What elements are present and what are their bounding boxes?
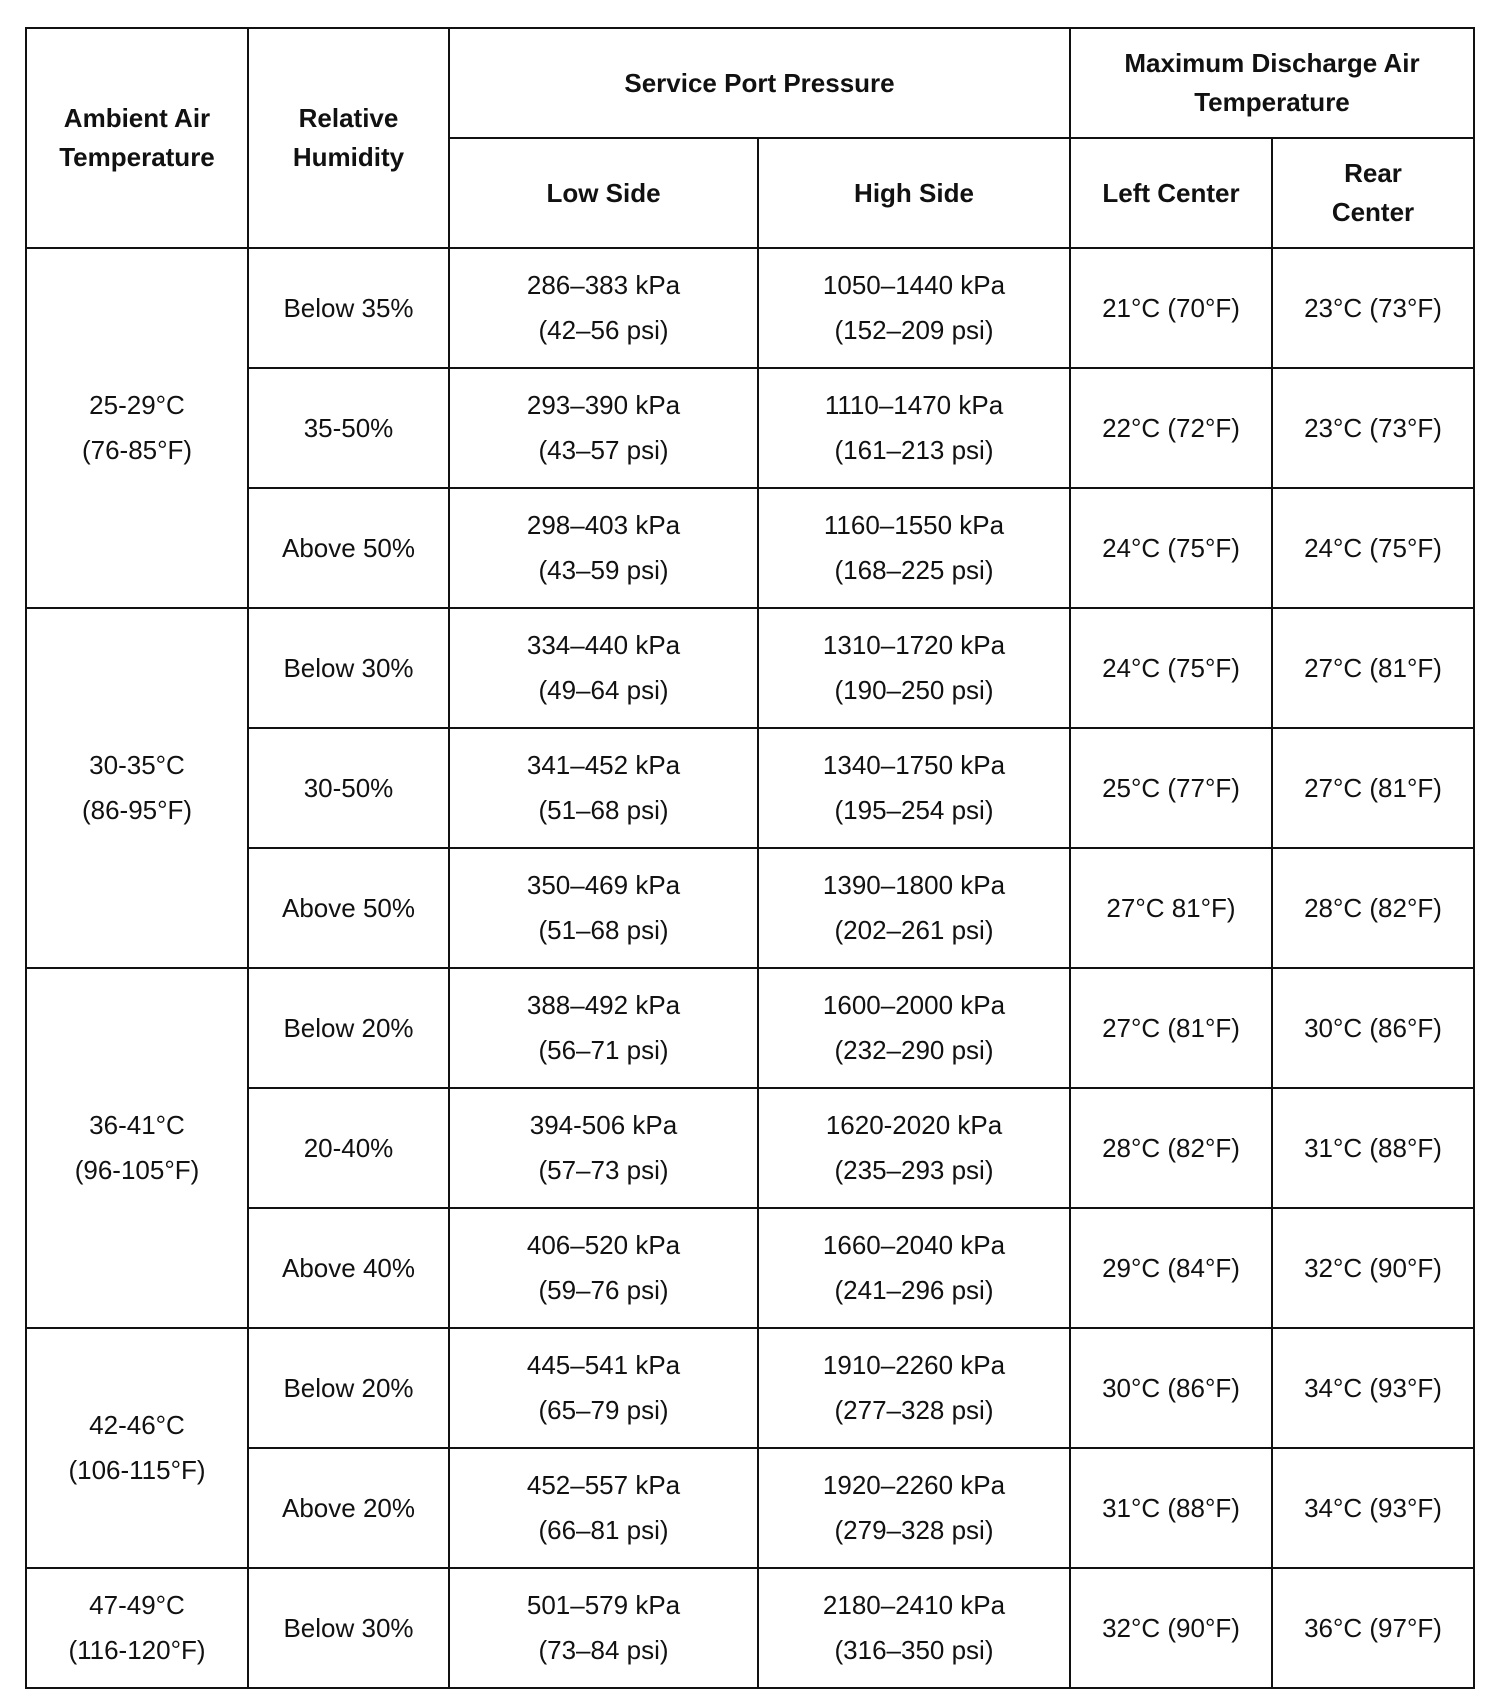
cell-line: 406–520 kPa	[526, 1230, 681, 1260]
left-center-temp-cell: 27°C (81°F)	[1070, 968, 1272, 1088]
cell-line: (106-115°F)	[68, 1455, 206, 1485]
cell-line: 1620-2020 kPa	[825, 1110, 1003, 1140]
cell-line: (56–71 psi)	[538, 1035, 669, 1065]
cell-line: 350–469 kPa	[526, 870, 681, 900]
cell-line: 334–440 kPa	[526, 630, 681, 660]
cell-line: (43–59 psi)	[538, 555, 669, 585]
header-service-port-pressure: Service Port Pressure	[449, 28, 1070, 138]
cell-line: 1160–1550 kPa	[823, 510, 1005, 540]
header-low-side: Low Side	[449, 138, 758, 248]
relative-humidity-cell: Below 30%	[248, 1568, 449, 1688]
high-side-pressure-cell	[758, 248, 1070, 368]
low-side-pressure-cell	[449, 1568, 758, 1688]
cell-line: (277–328 psi)	[834, 1395, 994, 1425]
cell-line: 1390–1800 kPa	[822, 870, 1006, 900]
high-side-pressure-cell	[758, 848, 1070, 968]
relative-humidity-cell: Below 20%	[248, 968, 449, 1088]
cell-line: 501–579 kPa	[526, 1590, 681, 1620]
header-high-side: High Side	[758, 138, 1070, 248]
high-side-pressure-cell	[758, 608, 1070, 728]
low-side-pressure-cell	[449, 1328, 758, 1448]
pressure-temperature-table	[25, 27, 1475, 1689]
rear-center-temp-cell: 24°C (75°F)	[1272, 488, 1474, 608]
ambient-temperature-cell	[26, 248, 248, 608]
high-side-pressure-cell	[758, 1568, 1070, 1688]
table-row	[26, 248, 1474, 368]
cell-line: 30-35°C	[89, 750, 185, 780]
cell-line: (195–254 psi)	[834, 795, 994, 825]
cell-line: 286–383 kPa	[526, 270, 681, 300]
ambient-temperature-cell	[26, 608, 248, 968]
cell-line: 1660–2040 kPa	[822, 1230, 1006, 1260]
header-left-center: Left Center	[1070, 138, 1272, 248]
low-side-pressure-cell	[449, 968, 758, 1088]
low-side-pressure-cell	[449, 1208, 758, 1328]
cell-line: 47-49°C	[89, 1590, 185, 1620]
cell-line: 293–390 kPa	[526, 390, 681, 420]
left-center-temp-cell: 29°C (84°F)	[1070, 1208, 1272, 1328]
cell-line: 394-506 kPa	[529, 1110, 678, 1140]
cell-line: (43–57 psi)	[538, 435, 669, 465]
cell-line: 1600–2000 kPa	[822, 990, 1006, 1020]
rear-center-temp-cell: 31°C (88°F)	[1272, 1088, 1474, 1208]
relative-humidity-cell: Above 50%	[248, 488, 449, 608]
low-side-pressure-cell	[449, 1448, 758, 1568]
rear-center-temp-cell: 27°C (81°F)	[1272, 728, 1474, 848]
cell-line: (190–250 psi)	[834, 675, 994, 705]
low-side-pressure-cell	[449, 368, 758, 488]
ambient-temperature-cell	[26, 1328, 248, 1568]
ambient-temperature-cell	[26, 1568, 248, 1688]
cell-line: (57–73 psi)	[538, 1155, 669, 1185]
high-side-pressure-cell	[758, 488, 1070, 608]
cell-line: (76-85°F)	[81, 435, 193, 465]
left-center-temp-cell: 32°C (90°F)	[1070, 1568, 1272, 1688]
cell-line: 42-46°C	[89, 1410, 185, 1440]
cell-line: (152–209 psi)	[834, 315, 994, 345]
cell-line: (49–64 psi)	[538, 675, 669, 705]
left-center-temp-cell: 24°C (75°F)	[1070, 608, 1272, 728]
relative-humidity-cell: 35-50%	[248, 368, 449, 488]
header-rear-center: Rear Center	[1272, 138, 1474, 248]
cell-line: (66–81 psi)	[538, 1515, 669, 1545]
cell-line: 1910–2260 kPa	[822, 1350, 1006, 1380]
table-row	[26, 1568, 1474, 1688]
high-side-pressure-cell	[758, 1088, 1070, 1208]
header-relative-humidity: Relative Humidity	[248, 28, 449, 248]
cell-line: (235–293 psi)	[834, 1155, 994, 1185]
high-side-pressure-cell	[758, 1328, 1070, 1448]
cell-line: (51–68 psi)	[538, 795, 669, 825]
cell-line: (232–290 psi)	[834, 1035, 994, 1065]
rear-center-temp-cell: 32°C (90°F)	[1272, 1208, 1474, 1328]
low-side-pressure-cell	[449, 728, 758, 848]
cell-line: (86-95°F)	[81, 795, 193, 825]
cell-line: (96-105°F)	[74, 1155, 200, 1185]
cell-line: 452–557 kPa	[526, 1470, 681, 1500]
rear-center-temp-cell: 27°C (81°F)	[1272, 608, 1474, 728]
left-center-temp-cell: 28°C (82°F)	[1070, 1088, 1272, 1208]
low-side-pressure-cell	[449, 1088, 758, 1208]
high-side-pressure-cell	[758, 968, 1070, 1088]
left-center-temp-cell: 30°C (86°F)	[1070, 1328, 1272, 1448]
low-side-pressure-cell	[449, 488, 758, 608]
left-center-temp-cell: 27°C 81°F)	[1070, 848, 1272, 968]
high-side-pressure-cell	[758, 728, 1070, 848]
cell-line: 341–452 kPa	[526, 750, 681, 780]
cell-line: 445–541 kPa	[526, 1350, 681, 1380]
header-ambient-air-temperature: Ambient Air Temperature	[26, 28, 248, 248]
cell-line: (42–56 psi)	[538, 315, 669, 345]
rear-center-temp-cell: 30°C (86°F)	[1272, 968, 1474, 1088]
relative-humidity-cell: Below 30%	[248, 608, 449, 728]
cell-line: (279–328 psi)	[834, 1515, 994, 1545]
cell-line: 36-41°C	[89, 1110, 185, 1140]
left-center-temp-cell: 31°C (88°F)	[1070, 1448, 1272, 1568]
left-center-temp-cell: 21°C (70°F)	[1070, 248, 1272, 368]
cell-line: 1340–1750 kPa	[822, 750, 1006, 780]
table-row	[26, 968, 1474, 1088]
relative-humidity-cell: Below 35%	[248, 248, 449, 368]
high-side-pressure-cell	[758, 1448, 1070, 1568]
rear-center-temp-cell: 36°C (97°F)	[1272, 1568, 1474, 1688]
header-row-top	[26, 28, 1474, 138]
high-side-pressure-cell	[758, 1208, 1070, 1328]
cell-line: (51–68 psi)	[538, 915, 669, 945]
left-center-temp-cell: 24°C (75°F)	[1070, 488, 1272, 608]
header-max-discharge-air-temperature: Maximum Discharge Air Temperature	[1070, 28, 1474, 138]
cell-line: (161–213 psi)	[834, 435, 994, 465]
cell-line: 388–492 kPa	[526, 990, 681, 1020]
rear-center-temp-cell: 34°C (93°F)	[1272, 1448, 1474, 1568]
table-row	[26, 608, 1474, 728]
cell-line: (59–76 psi)	[538, 1275, 669, 1305]
cell-line: 1050–1440 kPa	[822, 270, 1006, 300]
relative-humidity-cell: Above 40%	[248, 1208, 449, 1328]
cell-line: 1920–2260 kPa	[822, 1470, 1006, 1500]
cell-line: (241–296 psi)	[834, 1275, 994, 1305]
relative-humidity-cell: Below 20%	[248, 1328, 449, 1448]
relative-humidity-cell: 30-50%	[248, 728, 449, 848]
left-center-temp-cell: 22°C (72°F)	[1070, 368, 1272, 488]
cell-line: 2180–2410 kPa	[822, 1590, 1006, 1620]
cell-line: (202–261 psi)	[834, 915, 994, 945]
low-side-pressure-cell	[449, 608, 758, 728]
low-side-pressure-cell	[449, 848, 758, 968]
table-body	[26, 248, 1474, 1688]
cell-line: (316–350 psi)	[834, 1635, 994, 1665]
table-row	[26, 1328, 1474, 1448]
left-center-temp-cell: 25°C (77°F)	[1070, 728, 1272, 848]
cell-line: 298–403 kPa	[526, 510, 681, 540]
cell-line: (168–225 psi)	[834, 555, 994, 585]
cell-line: 1110–1470 kPa	[824, 390, 1004, 420]
relative-humidity-cell: Above 50%	[248, 848, 449, 968]
cell-line: (116-120°F)	[68, 1635, 206, 1665]
low-side-pressure-cell	[449, 248, 758, 368]
high-side-pressure-cell	[758, 368, 1070, 488]
relative-humidity-cell: Above 20%	[248, 1448, 449, 1568]
rear-center-temp-cell: 23°C (73°F)	[1272, 368, 1474, 488]
rear-center-temp-cell: 23°C (73°F)	[1272, 248, 1474, 368]
cell-line: (65–79 psi)	[538, 1395, 669, 1425]
cell-line: 1310–1720 kPa	[822, 630, 1006, 660]
ambient-temperature-cell	[26, 968, 248, 1328]
cell-line: (73–84 psi)	[538, 1635, 669, 1665]
rear-center-temp-cell: 28°C (82°F)	[1272, 848, 1474, 968]
relative-humidity-cell: 20-40%	[248, 1088, 449, 1208]
rear-center-temp-cell: 34°C (93°F)	[1272, 1328, 1474, 1448]
cell-line: 25-29°C	[89, 390, 185, 420]
